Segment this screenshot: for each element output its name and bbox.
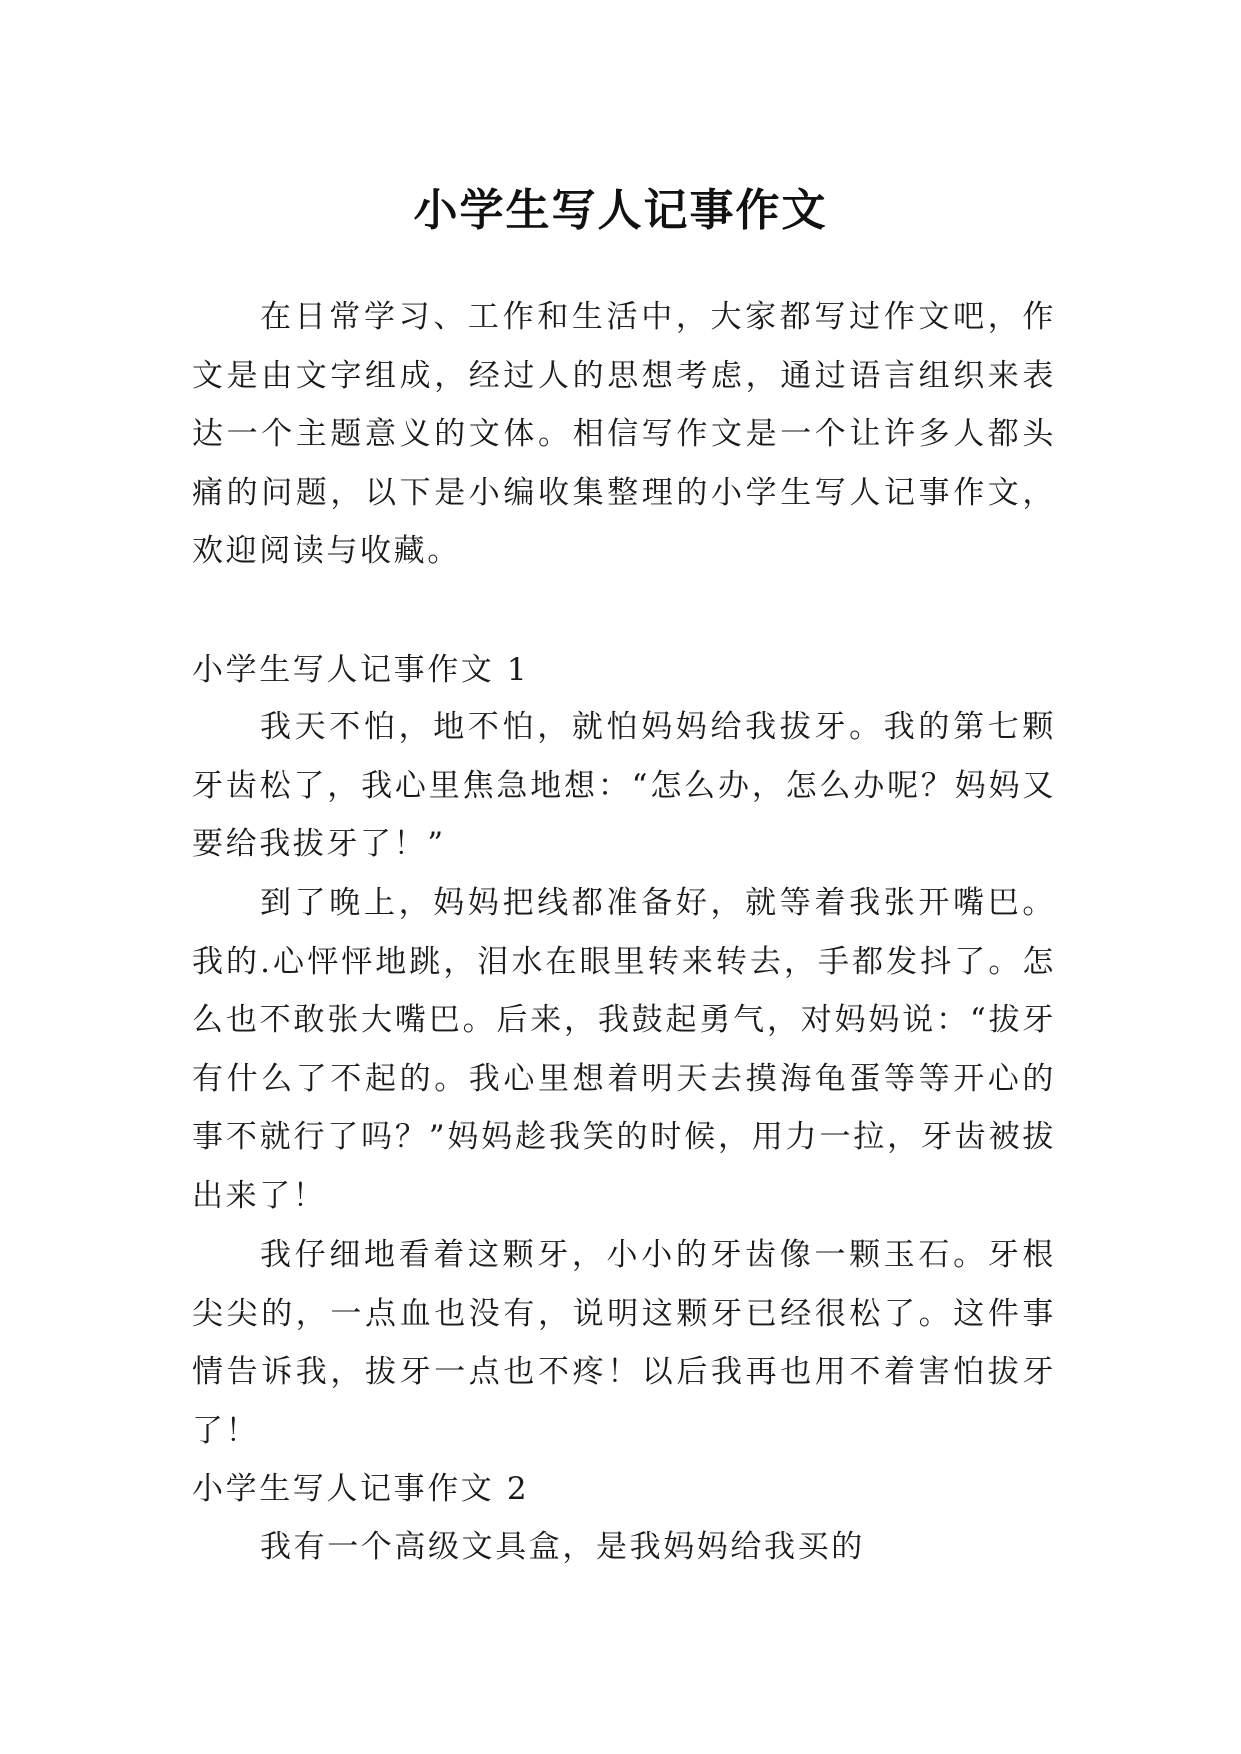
page-title: 小学生写人记事作文 [413, 185, 828, 237]
section-heading-1: 小学生写人记事作文 1 [192, 652, 530, 688]
section-1-paragraph-1: 我天不怕，地不怕，就怕妈妈给我拔牙。我的第七颗牙齿松了，我心里焦急地想：“怎么办，怎么办呢？妈妈又要给我拔牙了！” [192, 709, 1056, 862]
section-1-paragraph-2: 到了晚上，妈妈把线都准备好，就等着我张开嘴巴。我的.心怦怦地跳，泪水在眼里转来转去，手都发抖了。怎么也不敢张大嘴巴。后来，我鼓起勇气，对妈妈说：“拔牙有什么了不起的。我心里想着明天去摸海龟蛋等等开心的事不就行了吗？”妈妈趁我笑的时候，用力一拉，牙齿被拔出来了！ [192, 885, 1056, 1214]
section-1-paragraph-3: 我仔细地看着这颗牙，小小的牙齿像一颗玉石。牙根尖尖的，一点血也没有，说明这颗牙已经很松了。这件事情告诉我，拔牙一点也不疼！以后我再也用不着害怕拔牙了！ [192, 1237, 1056, 1449]
intro-paragraph: 在日常学习、工作和生活中，大家都写过作文吧，作文是由文字组成，经过人的思想考虑，通过语言组织来表达一个主题意义的文体。相信写作文是一个让许多人都头痛的问题，以下是小编收集整理的小学生写人记事作文，欢迎阅读与收藏。 [192, 299, 1056, 569]
section-heading-2: 小学生写人记事作文 2 [192, 1471, 530, 1507]
section-2-paragraph-1: 我有一个高级文具盒，是我妈妈给我买的 [260, 1529, 865, 1565]
